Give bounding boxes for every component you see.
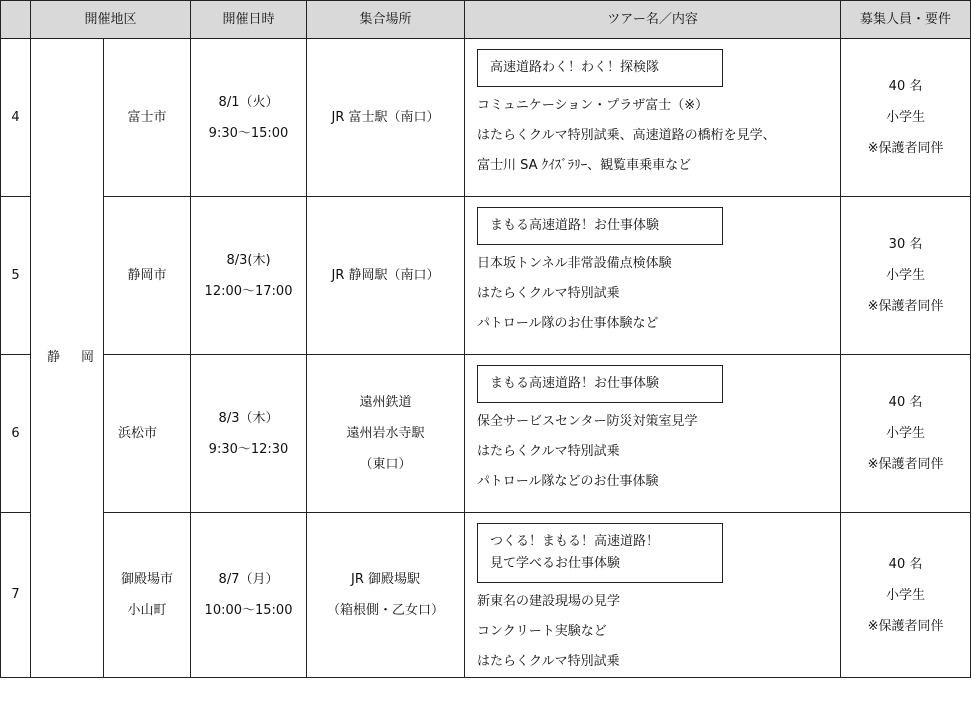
place-name: （箱根側・乙女口） (327, 603, 445, 618)
region-cell: 静 岡 (31, 39, 104, 678)
capacity-count: 40 名 (888, 556, 923, 572)
capacity-count: 30 名 (888, 237, 923, 252)
tour-cell (465, 197, 841, 355)
tour-detail-line: 日本坂トンネル非常設備点検体験 (477, 256, 672, 271)
tour-title-box (477, 365, 723, 403)
row-number: 5 (1, 197, 31, 355)
table-row (1, 39, 971, 197)
place-name: JR 御殿場駅 (351, 572, 421, 587)
date-time: 12:00～17:00 (204, 283, 293, 299)
city-name: 浜松市 (118, 425, 158, 441)
tour-cell (465, 39, 841, 197)
date-time: 10:00～15:00 (204, 603, 293, 618)
row-number: 4 (1, 39, 31, 197)
tour-title-box (477, 207, 723, 245)
capacity-cell (841, 355, 971, 513)
tour-title: まもる高速道路！お仕事体験 (490, 376, 660, 391)
date-day: 8/3(木) (226, 252, 271, 268)
capacity-cell (841, 197, 971, 355)
tour-detail-line: コンクリート実験など (477, 624, 607, 639)
date-cell (191, 197, 307, 355)
capacity-count: 40 名 (888, 79, 923, 94)
tour-details (477, 407, 840, 497)
tour-detail-line: はたらくクルマ特別試乗 (477, 444, 620, 459)
place-cell (307, 197, 465, 355)
tour-detail-line: はたらくクルマ特別試乗、高速道路の橋桁を見学、 (477, 128, 776, 143)
table-row (1, 513, 971, 678)
city-name: 富士市 (127, 109, 167, 125)
tour-detail-line: はたらくクルマ特別試乗 (477, 286, 620, 301)
header-tour: ツアー名／内容 (465, 1, 841, 39)
capacity-count: 40 名 (888, 395, 923, 410)
capacity-target: 小学生 (886, 426, 926, 441)
tour-details (477, 91, 840, 181)
header-row (1, 1, 971, 39)
date-cell (191, 513, 307, 678)
tour-details (477, 249, 840, 339)
city-name: 小山町 (127, 603, 167, 618)
city-name: 御殿場市 (121, 572, 174, 587)
capacity-target: 小学生 (886, 268, 926, 283)
place-name: 遠州鉄道 (359, 395, 412, 410)
capacity-note: ※保護者同伴 (867, 299, 944, 314)
place-name: JR 静岡駅（南口） (331, 267, 440, 283)
capacity-note: ※保護者同伴 (867, 457, 944, 472)
tour-cell (465, 513, 841, 678)
tour-title-box (477, 49, 723, 87)
city-name: 静岡市 (127, 267, 167, 283)
capacity-cell (841, 513, 971, 678)
tour-detail-line: パトロール隊のお仕事体験など (477, 316, 659, 331)
date-cell (191, 355, 307, 513)
header-capacity: 募集人員・要件 (841, 1, 971, 39)
table-row (1, 355, 971, 513)
place-cell (307, 355, 465, 513)
capacity-target: 小学生 (886, 110, 926, 125)
header-area: 開催地区 (31, 1, 191, 39)
place-cell (307, 39, 465, 197)
tour-detail-line: 保全サービスセンター防災対策室見学 (477, 414, 698, 429)
date-time: 9:30～12:30 (208, 441, 289, 457)
row-number: 7 (1, 513, 31, 678)
table-row (1, 197, 971, 355)
tour-detail-line: パトロール隊などのお仕事体験 (477, 474, 659, 489)
tour-title: つくる！まもる！高速道路！ (490, 534, 660, 549)
place-name: JR 富士駅（南口） (331, 109, 440, 125)
header-date: 開催日時 (191, 1, 307, 39)
tour-detail-line: 富士川 SA ｸｲｽﾞﾗﾘｰ、観覧車乗車など (477, 158, 692, 173)
capacity-target: 小学生 (886, 587, 926, 603)
tour-title: 見て学べるお仕事体験 (490, 556, 621, 571)
date-day: 8/1（火） (218, 94, 279, 110)
place-name: 遠州岩水寺駅 (346, 426, 425, 441)
tour-detail-line: はたらくクルマ特別試乗 (477, 654, 620, 669)
city-cell (104, 197, 191, 355)
date-time: 9:30～15:00 (208, 125, 289, 141)
row-number: 6 (1, 355, 31, 513)
city-cell (104, 355, 191, 513)
tour-cell (465, 355, 841, 513)
place-name: （東口） (359, 457, 412, 472)
tour-details (477, 587, 840, 677)
capacity-note: ※保護者同伴 (867, 141, 944, 156)
header-num (1, 1, 31, 39)
capacity-cell (841, 39, 971, 197)
tour-title: まもる高速道路！お仕事体験 (490, 218, 660, 233)
tour-title-box (477, 523, 723, 583)
tour-detail-line: 新東名の建設現場の見学 (477, 594, 621, 609)
city-cell (104, 513, 191, 678)
tour-title: 高速道路わく！わく！探検隊 (490, 60, 660, 75)
date-day: 8/7（月） (218, 572, 279, 587)
city-cell (104, 39, 191, 197)
header-place: 集合場所 (307, 1, 465, 39)
date-cell (191, 39, 307, 197)
capacity-note: ※保護者同伴 (867, 618, 944, 634)
tour-detail-line: コミュニケーション・プラザ富士（※） (477, 98, 709, 113)
place-cell (307, 513, 465, 678)
date-day: 8/3（木） (218, 410, 279, 426)
